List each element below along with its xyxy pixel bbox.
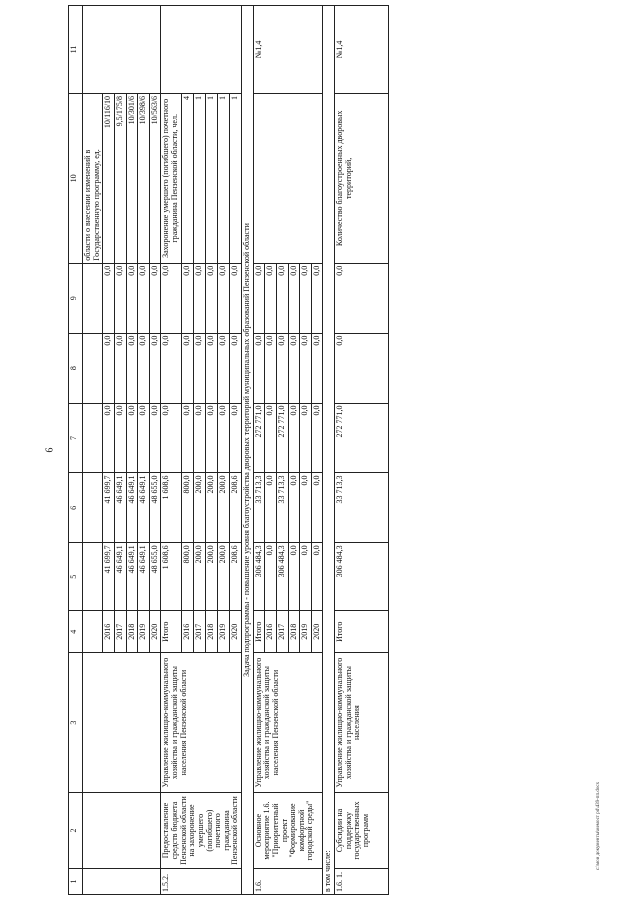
- measure-name: Субсидии на поддержку государственных программ: [335, 793, 389, 869]
- table-row: [83, 6, 103, 895]
- row-number: 1.6. 1.: [335, 869, 389, 895]
- executor: Управление жилищно-коммунального хозяйства и гражданской защиты населения: [335, 653, 389, 793]
- col-header-7: 7: [69, 403, 83, 473]
- row-number: 1.5.2.: [161, 869, 242, 895]
- col-header-3: 3: [69, 653, 83, 793]
- col-header-8: 8: [69, 333, 83, 403]
- table-row: 1.5.2. Предоставление средств бюджета Пензенской области на захоронение умершего (погибшего) почетного гражданина Пензенской области Управление жилищно-коммунального хозяйства и гражданской защиты населения Пензенской области Итого 1 608,6 1 608,6 0,0 0,0 0,0 Захоронение умершего (погибшего) почетного гражданина Пензенской области, чел.: [161, 6, 182, 895]
- measure-name: Предоставление средств бюджета Пензенской области на захоронение умершего (погибшего) почетного гражданина Пензенской области: [161, 793, 242, 869]
- executor: Управление жилищно-коммунального хозяйства и гражданской защиты населения Пензенской области: [161, 653, 242, 793]
- indicator-ref: №1,4: [253, 6, 323, 94]
- table-row: 2020 48 655,0 48 655,0 0,0 0,0 0,0 10/563/6: [149, 6, 161, 895]
- page-number: 9: [42, 447, 54, 453]
- indicator-cell: Захоронение умершего (погибшего) почетного гражданина Пензенской области, чел.: [161, 93, 182, 263]
- header-row: [69, 6, 83, 895]
- executor: Управление жилищно-коммунального хозяйства и гражданской защиты населения Пензенской области: [253, 653, 323, 793]
- indicator-cell: области о внесении изменений в Государственную программу, ед.: [83, 93, 103, 263]
- table-row: 2016 0,0 0,0 0,0 0,0 0,0: [265, 6, 277, 895]
- col-header-10: 10: [69, 93, 83, 263]
- table-row: 2018 0,0 0,0 0,0 0,0 0,0: [288, 6, 300, 895]
- in-that-number-label: в том числе:: [323, 6, 335, 895]
- col-header-2: 2: [69, 793, 83, 869]
- table-row: 2020 0,0 0,0 0,0 0,0 0,0: [311, 6, 323, 895]
- col-header-11: 11: [69, 6, 83, 94]
- table-row: 1.6. Основное мероприятие 1.6. "Приоритетный проект "Формирование комфортной городской среды" Управление жилищно-коммунального хозяйства и гражданской защиты населения Пензенской области Итого 306 484,3 33 713,3 272 771,0 0,0 0,0 №1,4: [253, 6, 265, 895]
- col-header-6: 6: [69, 473, 83, 543]
- task-band-row: [242, 6, 254, 895]
- table-row: 2017 200,0 200,0 0,0 0,0 0,0 1: [194, 6, 206, 895]
- table-row: 2018 200,0 200,0 0,0 0,0 0,0 1: [206, 6, 218, 895]
- row-number: 1.6.: [253, 869, 323, 895]
- indicator-ref: №1,4: [335, 6, 389, 94]
- rotated-table-container: [68, 5, 628, 895]
- table-row: 2016 41 699,7 41 699,7 0,0 0,0 0,0 10/116/10: [103, 6, 115, 895]
- table-row: 1.6. 1. Субсидии на поддержку государственных программ Управление жилищно-коммунального хозяйства и гражданской защиты населения Итого 306 484,3 33 713,3 272 771,0 0,0 0,0 Количество благоустроенных дворовых территорий, №1,4: [335, 6, 389, 895]
- table-row: 2019 0,0 0,0 0,0 0,0 0,0: [300, 6, 312, 895]
- table-row: 2018 46 649,1 46 649,1 0,0 0,0 0,0 10/301/6: [126, 6, 138, 895]
- in-that-number-row: [323, 6, 335, 895]
- measure-name: Основное мероприятие 1.6. "Приоритетный проект "Формирование комфортной городской среды": [253, 793, 323, 869]
- table-row: 2019 46 649,1 46 649,1 0,0 0,0 0,0 10/398/6: [138, 6, 150, 895]
- table-row: 2020 208,6 208,6 0,0 0,0 0,0 1: [230, 6, 242, 895]
- table-row: 2017 46 649,1 46 649,1 0,0 0,0 0,0 9,5/175/8: [114, 6, 126, 895]
- col-header-1: 1: [69, 869, 83, 895]
- task-band: Задача подпрограммы - повышение уровня благоустройства дворовых территорий муниципальных образований Пензенской области: [242, 6, 254, 895]
- indicator-cell: Количество благоустроенных дворовых территорий,: [335, 93, 389, 263]
- footer-path: c:\мои документы\мемост pd\439-пп.docx: [596, 781, 601, 870]
- col-header-4: 4: [69, 611, 83, 653]
- table-row: 2019 200,0 200,0 0,0 0,0 0,0 1: [218, 6, 230, 895]
- program-table: [68, 5, 389, 895]
- table-row: 2017 306 484,3 33 713,3 272 771,0 0,0 0,0: [276, 6, 288, 895]
- col-header-5: 5: [69, 543, 83, 611]
- table-row: 2016 800,0 800,0 0,0 0,0 0,0 4: [182, 6, 194, 895]
- col-header-9: 9: [69, 263, 83, 333]
